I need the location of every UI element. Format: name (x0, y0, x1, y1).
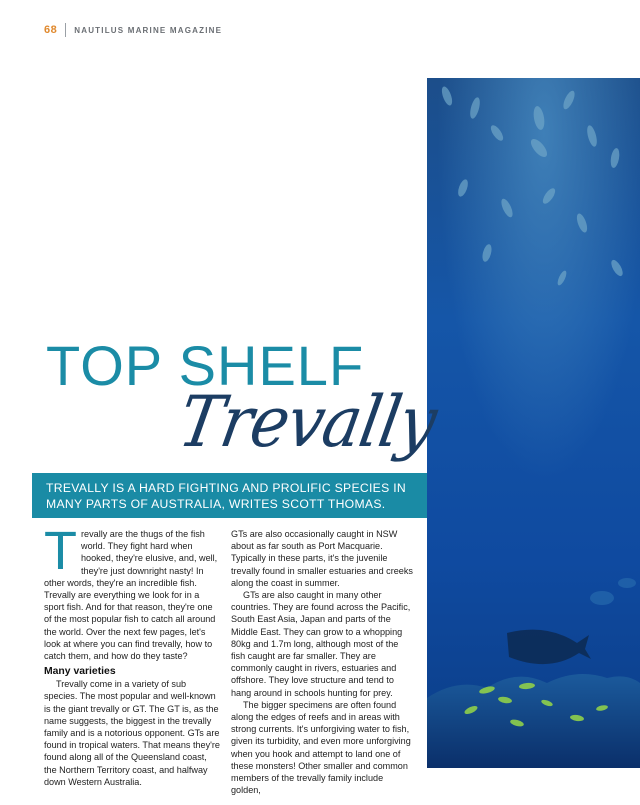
article-column-right (231, 528, 414, 796)
body-paragraph: GTs are also caught in many other countries. They are found across the Pacific, South East Asia, Japan and parts of the Middle East. They can grow to a whopping 80kg and 1.7m long, although most of the fish caught are far smaller. They are commonly caught in rivers, estuaries and offshore. They love structure and tend to hang around in schools hunting for prey. (231, 590, 411, 698)
body-paragraph: Trevally come in a variety of sub species. The most popular and well-known is the giant trevally or GT. The GT is, as the name suggests, the biggest in the trevally family and is a notorious opponent. GTs are found in tropical waters. That means they're found along all of the Queensland coast, the Northern Territory coast, and halfway down Western Australia. (44, 679, 220, 787)
subheading-many-varieties: Many varieties (44, 666, 116, 678)
header-divider (65, 23, 66, 37)
magazine-name: NAUTILUS MARINE MAGAZINE (74, 25, 223, 35)
standfirst-text: TREVALLY IS A HARD FIGHTING AND PROLIFIC SPECIES IN MANY PARTS OF AUSTRALIA, WRITES SCOTT THOMAS. (46, 480, 407, 511)
headline-trevally-script: Trevally (172, 382, 442, 464)
page-header (44, 22, 222, 38)
underwater-fish-photo (427, 78, 640, 768)
standfirst-banner (32, 473, 427, 518)
intro-paragraph (44, 521, 220, 662)
intro-text: revally are the thugs of the fish world. They fight hard when hooked, they're elusive, and, well, they're just downright nasty! In other words, they're an incredible fish. Trevally are everything we look for in a sport fish. And for that reason, they're one of the most popular fish to catch all around the world. Over the next few pages, let's look at where you can find trevally, how to catch them, and how do they taste? (44, 529, 218, 662)
headline-top-shelf: TOP SHELF (46, 334, 365, 397)
drop-cap: T (44, 521, 77, 581)
body-paragraph: GTs are also occasionally caught in NSW about as far south as Port Macquarie. Typically in these parts, it's the juvenile trevally found in smaller estuaries and creeks along the coast in summer. (231, 529, 413, 588)
article-column-left (44, 521, 220, 788)
page-number: 68 (44, 24, 58, 36)
body-paragraph: The bigger specimens are often found along the edges of reefs and in areas with strong currents. It's unforgiving water to fish, given its turbidity, and even more unforgiving when you hook and attempt to land one of these monsters! Other smaller and common members of the trevally family include golden, (231, 699, 411, 796)
